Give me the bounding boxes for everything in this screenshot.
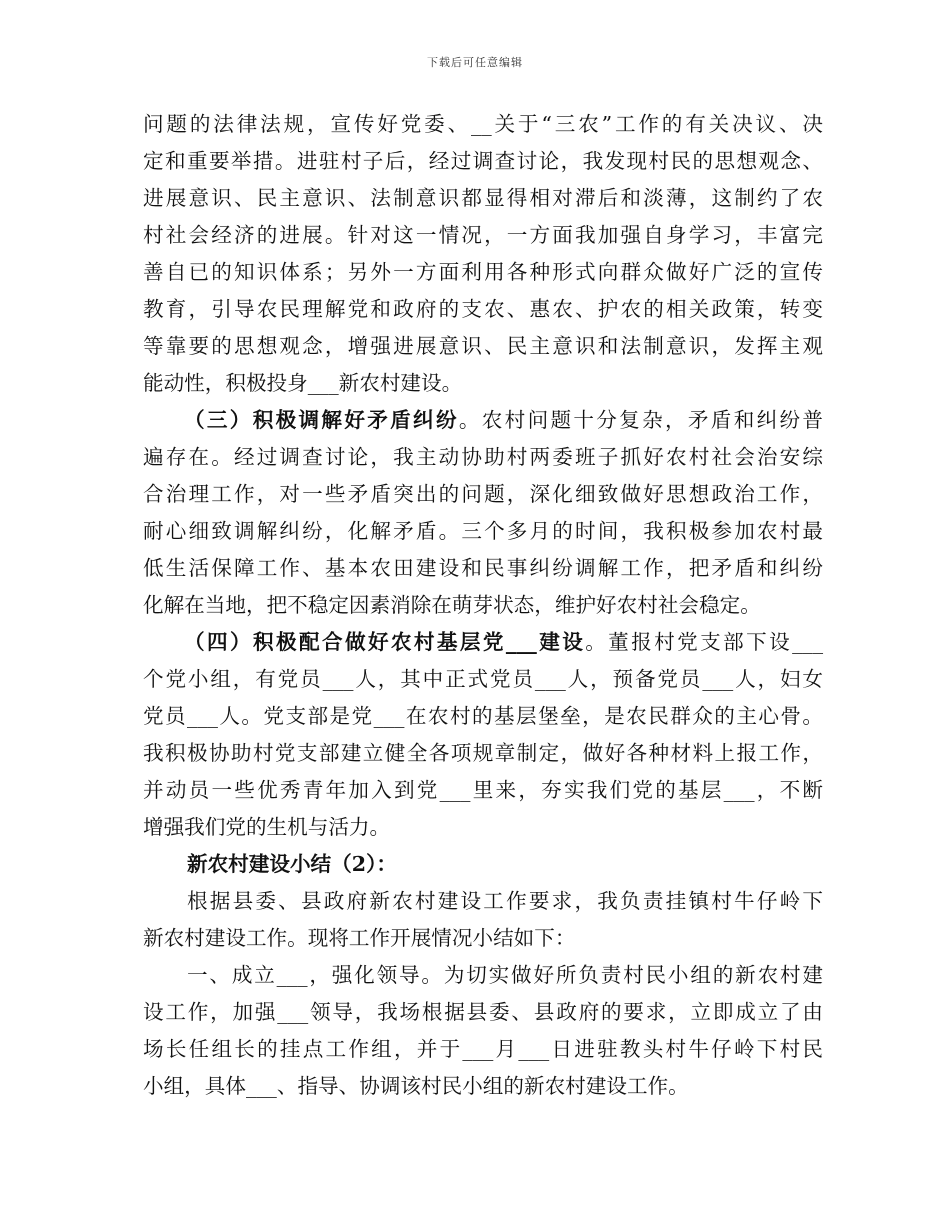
text-line: 我积极协助村党支部建立健全各项规章制定，做好各种材料上报工作，: [143, 741, 823, 765]
text-line: 等靠要的思想观念，增强进展意识、民主意识和法制意识，发挥主观: [143, 334, 823, 358]
text-line: 善自已的知识体系；另外一方面利用各种形式向群众做好广泛的宣传: [143, 260, 823, 284]
text-line: 进展意识、民主意识、法制意识都显得相对滞后和淡薄，这制约了农: [143, 186, 823, 210]
text-line: 场长任组长的挂点工作组，并于___月___日进驻教头村牛仔岭下村民: [143, 1037, 823, 1061]
text-line: 教育，引导农民理解党和政府的支农、惠农、护农的相关政策，转变: [143, 297, 823, 321]
text-line: 增强我们党的生机与活力。: [143, 815, 391, 839]
text-line: 村社会经济的进展。针对这一情况，一方面我加强自身学习，丰富完: [143, 223, 823, 247]
text-line: 化解在当地，把不稳定因素消除在萌芽状态，维护好农村社会稳定。: [143, 593, 761, 617]
paragraph-3: [143, 624, 823, 846]
text-line: 小组，具体___、指导、协调该村民小组的新农村建设工作。: [143, 1074, 689, 1098]
text-fragment: 。农村问题十分复杂，矛盾和纠纷普: [458, 408, 824, 432]
paragraph-2: [143, 402, 823, 624]
paragraph-1: [143, 106, 823, 402]
text-line: 耐心细致调解纠纷，化解矛盾。三个多月的时间，我积极参加农村最: [143, 519, 823, 543]
text-line: 并动员一些优秀青年加入到党___里来，夯实我们党的基层___，不断: [143, 778, 823, 802]
section-heading: （三）积极调解好矛盾纠纷: [184, 408, 459, 432]
text-line: 合治理工作，对一些矛盾突出的问题，深化细致做好思想政治工作，: [143, 482, 823, 506]
document-body: [143, 106, 823, 1105]
paragraph-5: [143, 957, 823, 1105]
section-heading: （四）积极配合做好农村基层党: [184, 630, 506, 654]
text-line: 定和重要举措。进驻村子后，经过调查讨论，我发现村民的思想观念、: [143, 149, 823, 173]
text-line: 一、成立___，强化领导。为切实做好所负责村民小组的新农村建: [187, 963, 823, 987]
text-line: 党员___人。党支部是党___在农村的基层堡垒，是农民群众的主心骨。: [143, 704, 823, 728]
text-line: 根据县委、县政府新农村建设工作要求，我负责挂镇村牛仔岭下: [187, 889, 823, 913]
text-line: [143, 624, 823, 661]
subtitle: 新农村建设小结（2）：: [187, 852, 397, 876]
text-line: 遍存在。经过调查讨论，我主动协助村两委班子抓好农村社会治安综: [143, 445, 823, 469]
subtitle-paragraph: [143, 846, 823, 883]
text-line: 新农村建设工作。现将工作开展情况小结如下：: [143, 926, 576, 950]
text-line: 问题的法律法规，宣传好党委、__关于“三农”工作的有关决议、决: [143, 112, 823, 136]
blank-underline: ___: [505, 630, 537, 654]
text-line: 设工作，加强___领导，我场根据县委、县政府的要求，立即成立了由: [143, 1000, 823, 1024]
page-header: 下载后可任意编辑: [427, 56, 523, 69]
section-heading-end: 建设: [536, 630, 586, 654]
text-line: 能动性，积极投身___新农村建设。: [143, 371, 463, 395]
text-fragment: 。董报村党支部下设___: [585, 630, 824, 654]
text-line: [143, 402, 823, 439]
paragraph-4: [143, 883, 823, 957]
text-line: 低生活保障工作、基本农田建设和民事纠纷调解工作，把矛盾和纠纷: [143, 556, 823, 580]
text-line: 个党小组，有党员___人，其中正式党员___人，预备党员___人，妇女: [143, 667, 823, 691]
